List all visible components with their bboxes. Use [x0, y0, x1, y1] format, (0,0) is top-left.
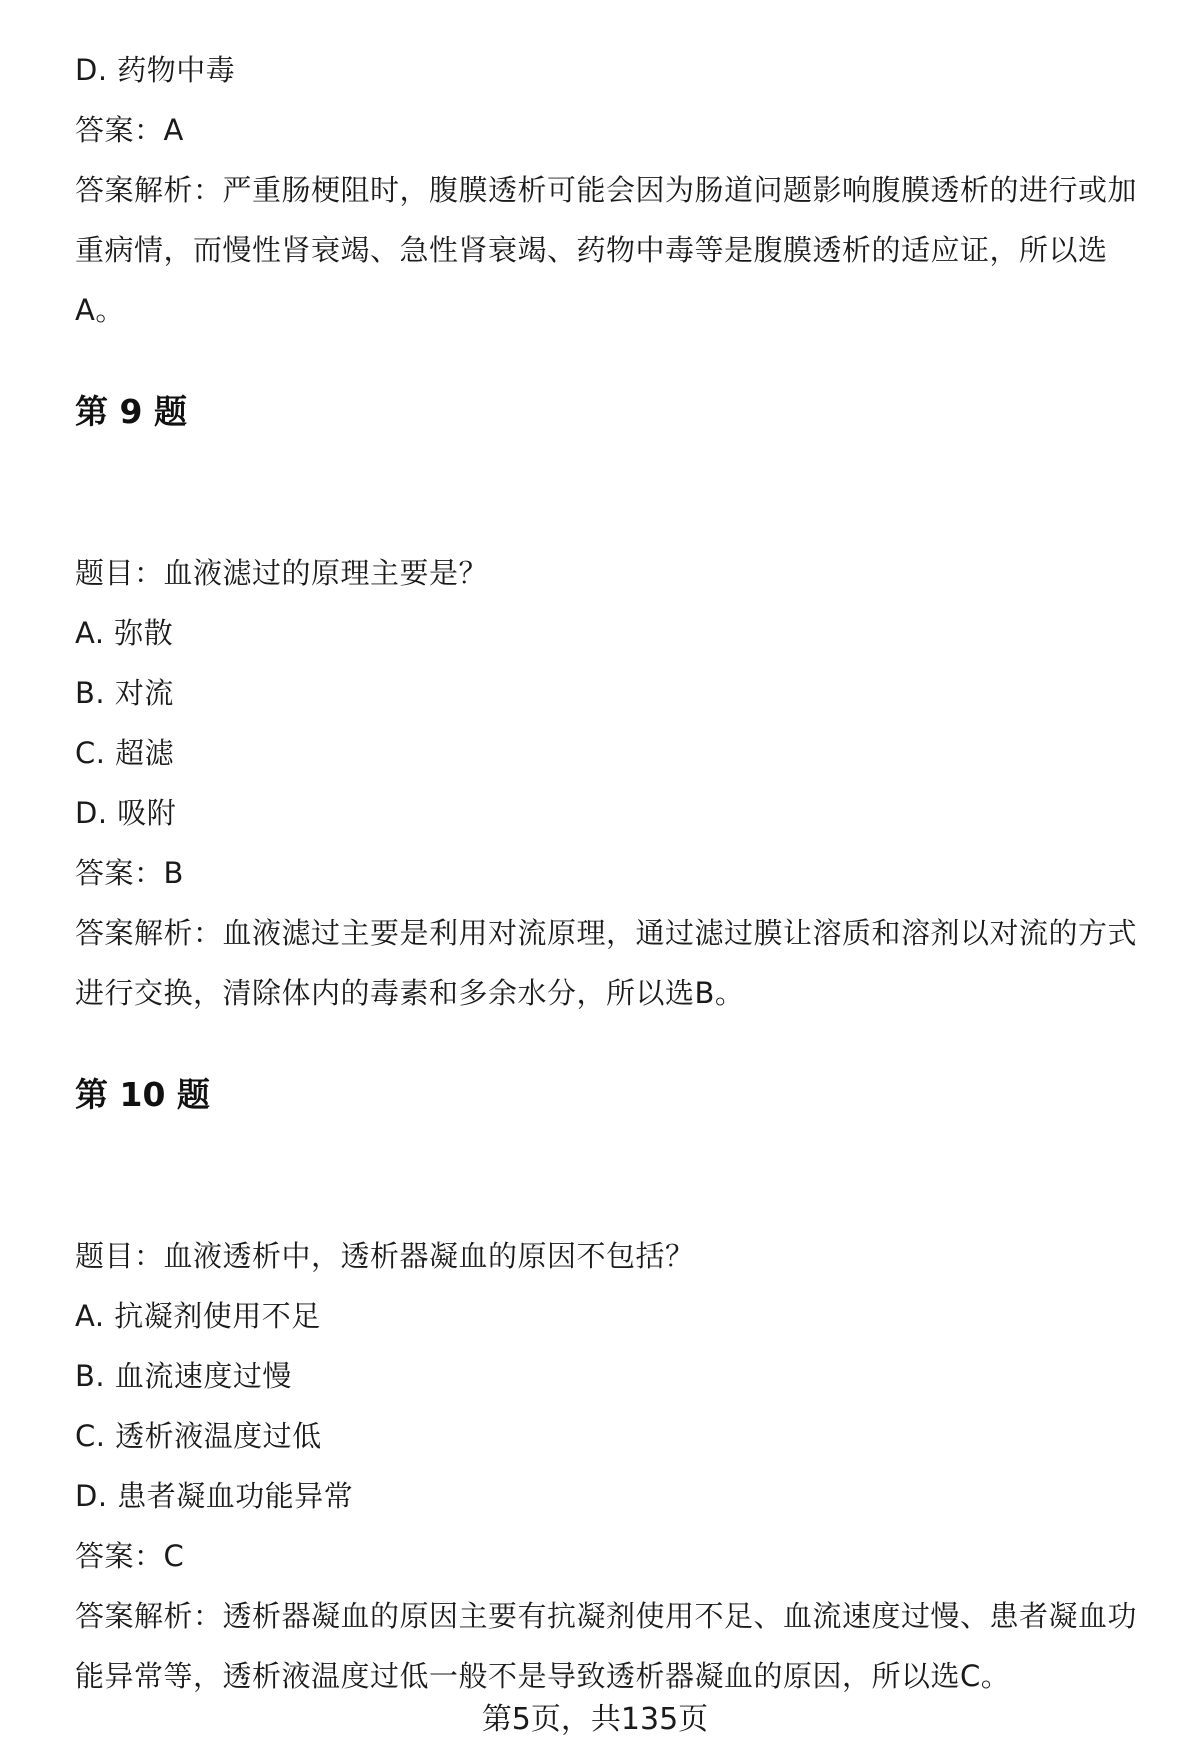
q8-analysis-line-1: 答案解析：严重肠梗阻时，腹膜透析可能会因为肠道问题影响腹膜透析的进行或加	[75, 173, 1138, 207]
q10-option-c: C. 透析液温度过低	[75, 1419, 322, 1453]
q9-option-d: D. 吸附	[75, 796, 177, 830]
q9-answer: 答案：B	[75, 856, 184, 890]
q9-option-b: B. 对流	[75, 676, 174, 710]
q10-option-a: A. 抗凝剂使用不足	[75, 1299, 321, 1333]
q8-analysis-line-3: A。	[75, 293, 125, 327]
q10-heading: 第 10 题	[75, 1075, 210, 1114]
q8-analysis-line-2: 重病情，而慢性肾衰竭、急性肾衰竭、药物中毒等是腹膜透析的适应证，所以选	[75, 233, 1108, 267]
q9-analysis-line-2: 进行交换，清除体内的毒素和多余水分，所以选B。	[75, 976, 745, 1010]
q9-option-c: C. 超滤	[75, 736, 175, 770]
q10-option-b: B. 血流速度过慢	[75, 1359, 292, 1393]
q9-analysis-line-1: 答案解析：血液滤过主要是利用对流原理，通过滤过膜让溶质和溶剂以对流的方式	[75, 916, 1138, 950]
q10-question: 题目：血液透析中，透析器凝血的原因不包括？	[75, 1239, 695, 1273]
q10-answer: 答案：C	[75, 1539, 185, 1573]
q10-option-d: D. 患者凝血功能异常	[75, 1479, 354, 1513]
q9-question: 题目：血液滤过的原理主要是？	[75, 556, 489, 590]
q8-answer: 答案：A	[75, 113, 184, 147]
q8-option-d: D. 药物中毒	[75, 53, 236, 87]
q10-analysis-line-2: 能异常等，透析液温度过低一般不是导致透析器凝血的原因，所以选C。	[75, 1659, 1011, 1693]
q9-option-a: A. 弥散	[75, 616, 174, 650]
page-footer: 第5页，共135页	[481, 1702, 709, 1737]
q9-heading: 第 9 题	[75, 392, 187, 431]
q10-analysis-line-1: 答案解析：透析器凝血的原因主要有抗凝剂使用不足、血流速度过慢、患者凝血功	[75, 1599, 1138, 1633]
